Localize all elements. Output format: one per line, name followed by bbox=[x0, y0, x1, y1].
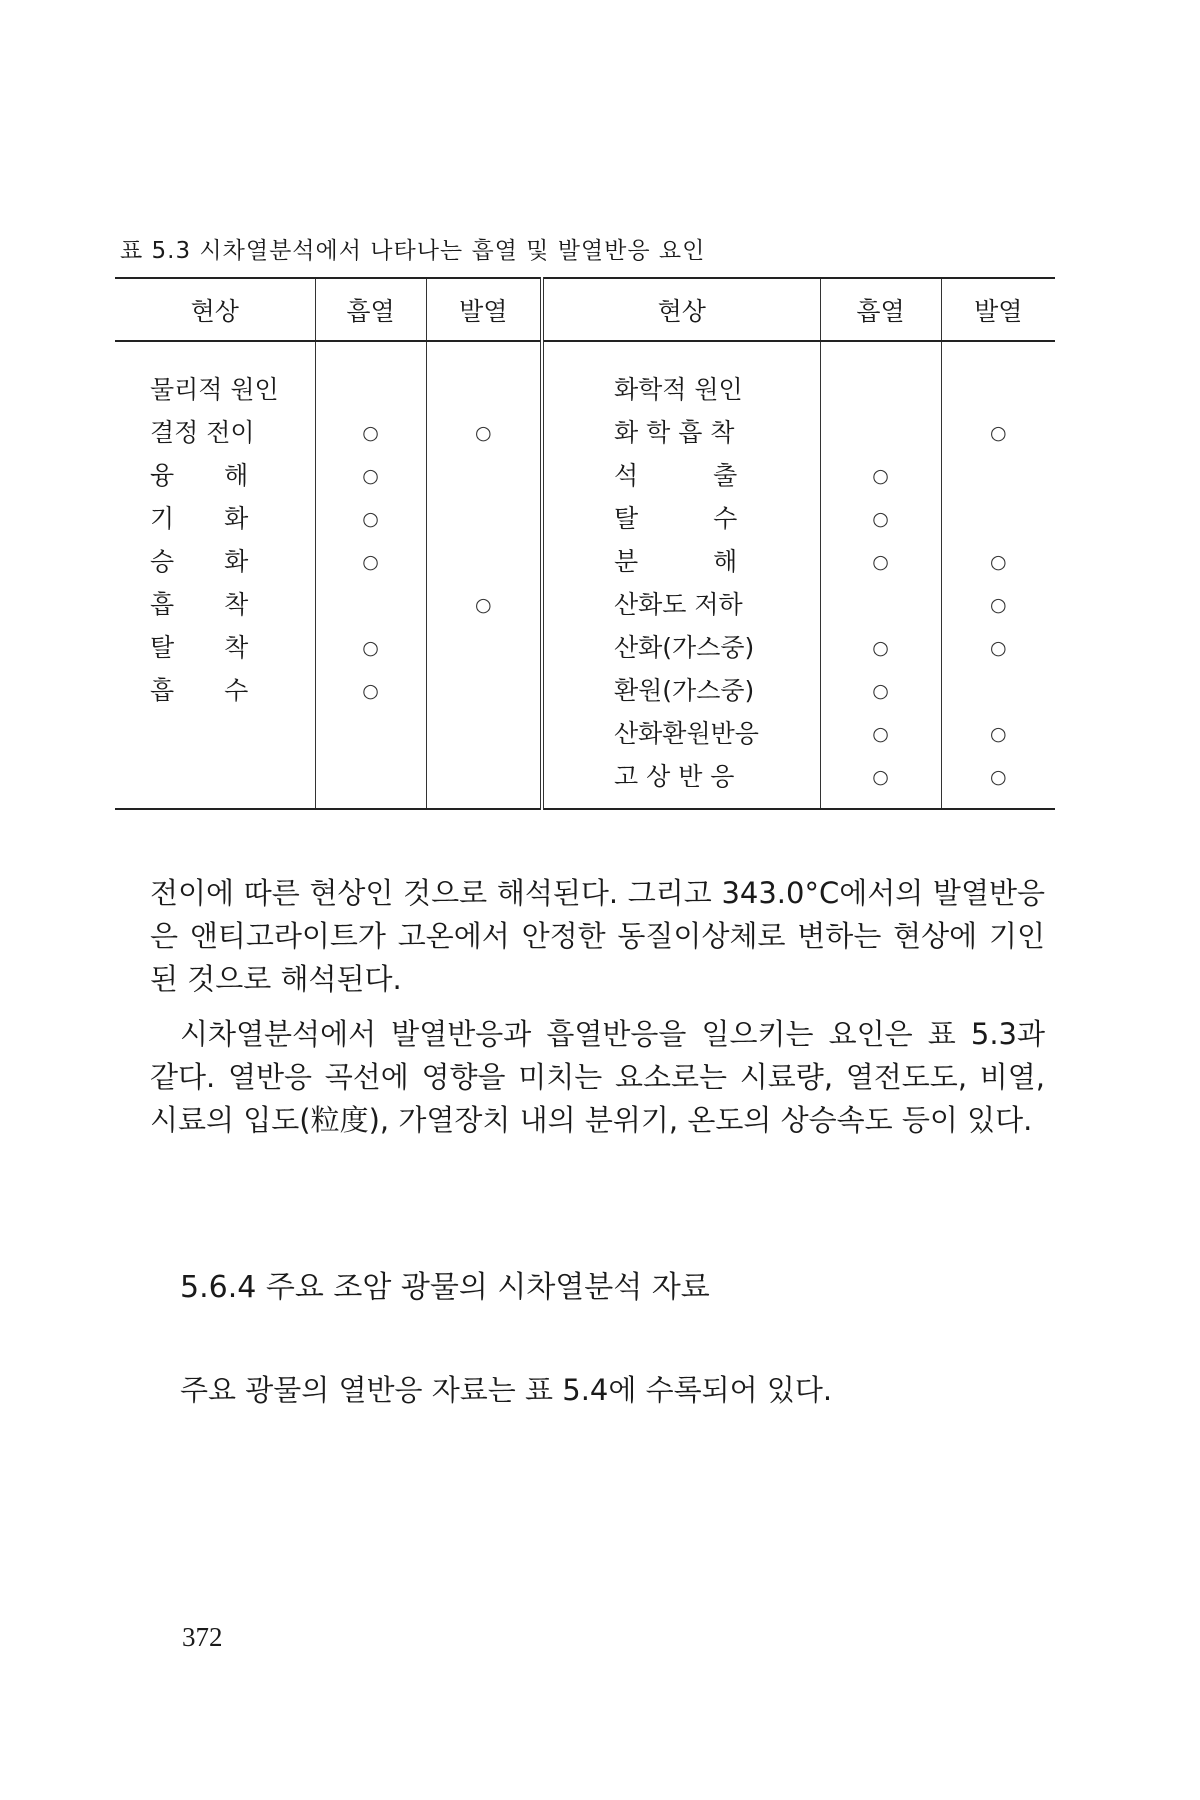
phenomenon-right-cell: 탈 수 bbox=[614, 503, 738, 533]
page-number: 372 bbox=[182, 1622, 223, 1652]
exothermic-right-mark: ○ bbox=[989, 422, 1007, 444]
phenomenon-right-cell: 고 상 반 응 bbox=[614, 761, 735, 791]
phenomenon-right-cell: 산화(가스중) bbox=[614, 632, 755, 662]
paragraph-table-reference: 주요 광물의 열반응 자료는 표 5.4에 수록되어 있다. bbox=[180, 1373, 833, 1407]
endothermic-right-mark: ○ bbox=[872, 508, 889, 530]
endothermic-right-mark: ○ bbox=[872, 766, 889, 788]
header-endothermic-right: 흡열 bbox=[820, 278, 941, 341]
table-caption: 표 5.3 시차열분석에서 나타나는 흡열 및 발열반응 요인 bbox=[120, 238, 706, 264]
endothermic-left-mark: ○ bbox=[362, 551, 379, 573]
phenomenon-left-cell: 승 화 bbox=[150, 546, 249, 576]
exothermic-right-mark: ○ bbox=[989, 637, 1007, 659]
table-row bbox=[115, 667, 1055, 710]
header-exothermic-left: 발열 bbox=[426, 278, 542, 341]
endothermic-left-mark: ○ bbox=[362, 465, 379, 487]
header-phenomenon-left: 현상 bbox=[115, 278, 315, 341]
table-row bbox=[115, 495, 1055, 538]
header-endothermic-left: 흡열 bbox=[315, 278, 426, 341]
exothermic-left-mark: ○ bbox=[474, 422, 492, 444]
table-row bbox=[115, 341, 1055, 409]
endothermic-right-mark: ○ bbox=[872, 465, 889, 487]
phenomenon-right-cell: 산화환원반응 bbox=[614, 718, 759, 748]
header-phenomenon-right: 현상 bbox=[542, 278, 820, 341]
endothermic-right-mark: ○ bbox=[872, 723, 889, 745]
paragraph-transition-note: 전이에 따른 현상인 것으로 해석된다. 그리고 343.0°C에서의 발열반응은 앤티고라이트가 고온에서 안정한 동질이상체로 변하는 현상에 기인된 것으로 해석된다. bbox=[150, 876, 1045, 996]
endothermic-left-mark: ○ bbox=[362, 680, 379, 702]
endothermic-right-mark: ○ bbox=[872, 551, 889, 573]
exothermic-right-mark: ○ bbox=[989, 551, 1007, 573]
endothermic-left-mark: ○ bbox=[362, 508, 379, 530]
phenomenon-left-cell: 결정 전이 bbox=[150, 417, 255, 447]
phenomenon-right-cell: 분 해 bbox=[614, 546, 738, 576]
phenomenon-left-cell: 탈 착 bbox=[150, 632, 249, 662]
exothermic-right-mark: ○ bbox=[989, 594, 1007, 616]
phenomenon-left-cell: 흡 착 bbox=[150, 589, 249, 619]
phenomenon-right-cell: 화학적 원인 bbox=[614, 374, 743, 404]
table-body bbox=[115, 341, 1055, 809]
endothermic-right-mark: ○ bbox=[872, 637, 889, 659]
table-row bbox=[115, 581, 1055, 624]
endothermic-right-mark: ○ bbox=[872, 680, 889, 702]
table-row bbox=[115, 624, 1055, 667]
phenomenon-right-cell: 화 학 흡 착 bbox=[614, 417, 735, 447]
phenomenon-right-cell: 석 출 bbox=[614, 460, 738, 490]
table-header-row bbox=[115, 278, 1055, 341]
section-heading: 5.6.4 주요 조암 광물의 시차열분석 자료 bbox=[180, 1270, 710, 1305]
table-row bbox=[115, 538, 1055, 581]
reaction-factor-table bbox=[115, 277, 1055, 810]
table-row bbox=[115, 753, 1055, 809]
table-row bbox=[115, 409, 1055, 452]
endothermic-left-mark: ○ bbox=[362, 422, 379, 444]
exothermic-left-mark: ○ bbox=[474, 594, 492, 616]
table-row bbox=[115, 452, 1055, 495]
table-row bbox=[115, 710, 1055, 753]
phenomenon-left-cell: 물리적 원인 bbox=[150, 374, 279, 404]
phenomenon-right-cell: 환원(가스중) bbox=[614, 675, 755, 705]
exothermic-right-mark: ○ bbox=[989, 723, 1007, 745]
header-exothermic-right: 발열 bbox=[974, 296, 1023, 326]
phenomenon-left-cell: 융 해 bbox=[150, 460, 249, 490]
phenomenon-right-cell: 산화도 저하 bbox=[614, 589, 743, 619]
endothermic-left-mark: ○ bbox=[362, 637, 379, 659]
phenomenon-left-cell: 흡 수 bbox=[150, 675, 249, 705]
phenomenon-left-cell: 기 화 bbox=[150, 503, 249, 533]
paragraph-reaction-factors: 시차열분석에서 발열반응과 흡열반응을 일으키는 요인은 표 5.3과 같다. 열반응 곡선에 영향을 미치는 요소로는 시료량, 열전도도, 비열, 시료의 입도(粒度), 가열장치 내의 분위기, 온도의 상승속도 등이 있다. bbox=[150, 1017, 1045, 1137]
exothermic-right-mark: ○ bbox=[989, 766, 1007, 788]
